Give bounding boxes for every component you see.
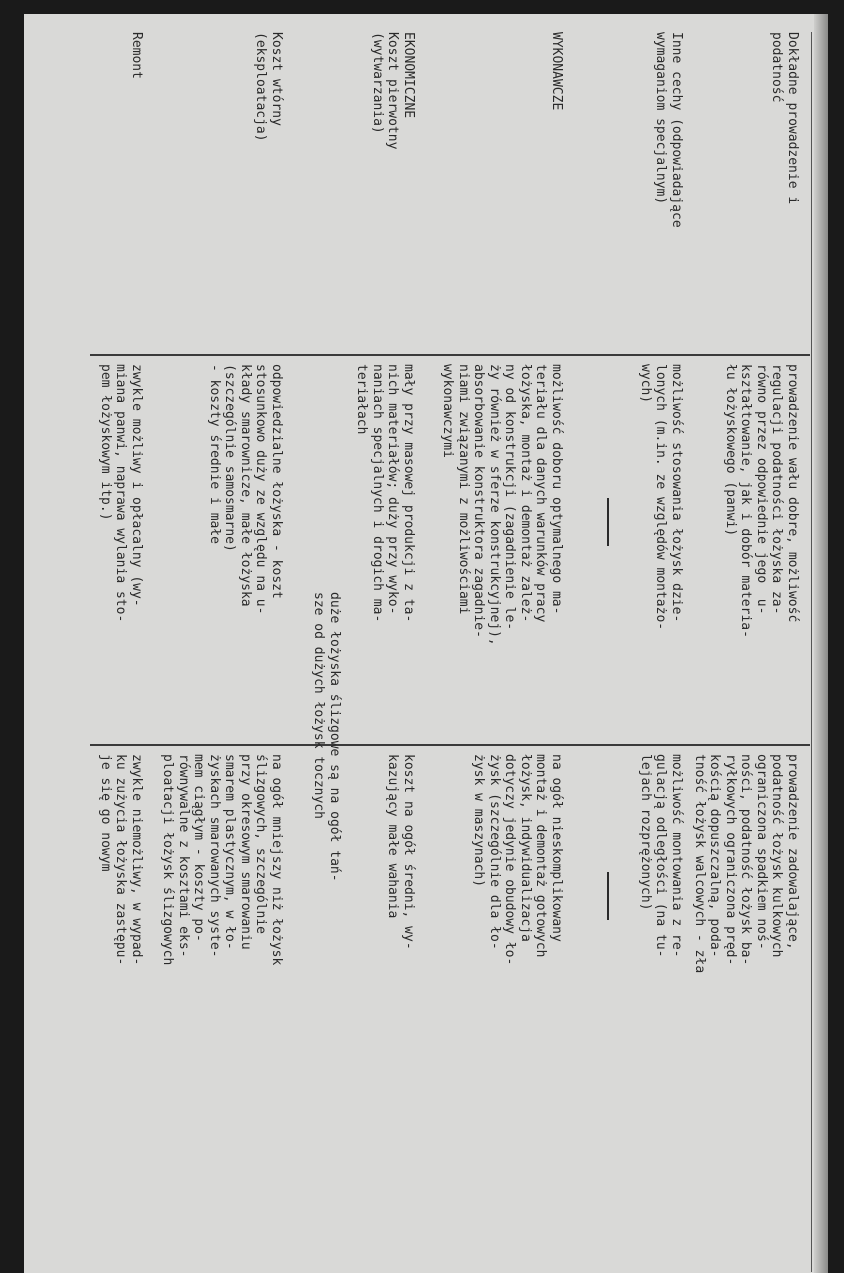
sliding-bearing-cell: możliwość doboru optymalnego ma- teriału dla danych warunków pracy łożyska, montaż i demontaż zależ- ny od konstrukcji (zagadnienie le- ży również w sferze konstrukcyjnej), absorbowanie konstruktora zagadnie- niami związanymi z możliwościami wykonawczymi bbox=[440, 364, 564, 646]
dash-mark bbox=[607, 872, 609, 920]
rolling-bearing-cell: prowadzenie zadowalające, podatność łożysk kulkowych ograniczona spadkiem noś- ności, podatność łożysk ba- ryłkowych ograniczona pręd- kością dopuszczalną, poda- tność łożysk walcowych - zła bbox=[692, 754, 800, 974]
row-header: Remont bbox=[129, 32, 144, 79]
row-header: Dokładne prowadzenie i podatność bbox=[769, 32, 800, 205]
rolling-bearing-cell: na ogół mniejszy niż łożysk ślizgowych, szczególnie przy okresowym smarowaniu smarem plastycznym, w ło- żyskach smarowanych syste- mem ciągłym - koszty po- równywalne z kosztami eks- ploatacji łożysk ślizgowych bbox=[160, 754, 284, 966]
table-top-border bbox=[811, 32, 812, 1272]
rolling-bearing-cell: na ogół nieskomplikowany montaż i demontaż gotowych łożysk, indywidualizacja dotyczy jedynie obudowy ło- żysk (szczególnie dla ło- żysk w maszynach) bbox=[471, 754, 564, 966]
row-header: Koszt wtórny (eksploatacja) bbox=[253, 32, 284, 142]
row-header: Inne cechy (odpowiadające wymaganiom specjalnym) bbox=[653, 32, 684, 228]
rolling-bearing-cell: koszt na ogół średni, wy- kazujący małe wahania bbox=[385, 754, 416, 950]
column-divider-1 bbox=[90, 354, 810, 356]
rolling-bearing-cell: zwykle niemożliwy, w wypad- ku zużycia łożyska zastępu- je się go nowym bbox=[98, 754, 144, 966]
sliding-bearing-cell: możliwość stosowania łożysk dzie- lonych (m.in. ze względów montażo- wych) bbox=[638, 364, 684, 631]
spanning-note: duże łożyska ślizgowe są na ogół tań- sze od dużych łożysk tocznych bbox=[311, 592, 342, 882]
sliding-bearing-cell: zwykle możliwy i opłacalny (wy- miana panwi, naprawa wylania sto- pem łożyskowym itp.) bbox=[98, 364, 144, 623]
scanned-page bbox=[24, 14, 828, 1273]
sliding-bearing-cell: prowadzenie wału dobre, możliwość regulacji podatności łożyska za- równo przez odpowiednie jego u- kształtowanie, jak i dobór materia- łu łożyskowego (panwi) bbox=[723, 364, 800, 638]
dash-mark bbox=[607, 498, 609, 546]
sliding-bearing-cell: mały przy masowej produkcji z ta- nich materiałów; duży przy wyko- naniach specjalnych i drogich ma- teriałach bbox=[354, 364, 416, 623]
row-header: EKONOMICZNE Koszt pierwotny (wytwarzania) bbox=[370, 32, 416, 150]
page-edge-shadow bbox=[814, 14, 828, 1273]
rolling-bearing-cell: możliwość montowania z re- gulacją odległości (na tu- lejach rozprężonych) bbox=[638, 754, 684, 958]
sliding-bearing-cell: odpowiedzialne łożyska - koszt stosunkowo duży ze względu na u- kłady smarownicze, małe łożyska (szczególnie samosmarne) - koszty średnie i małe bbox=[207, 364, 284, 615]
rotated-table bbox=[84, 32, 804, 1272]
column-divider-2 bbox=[90, 744, 810, 746]
row-header: WYKONAWCZE bbox=[549, 32, 564, 111]
